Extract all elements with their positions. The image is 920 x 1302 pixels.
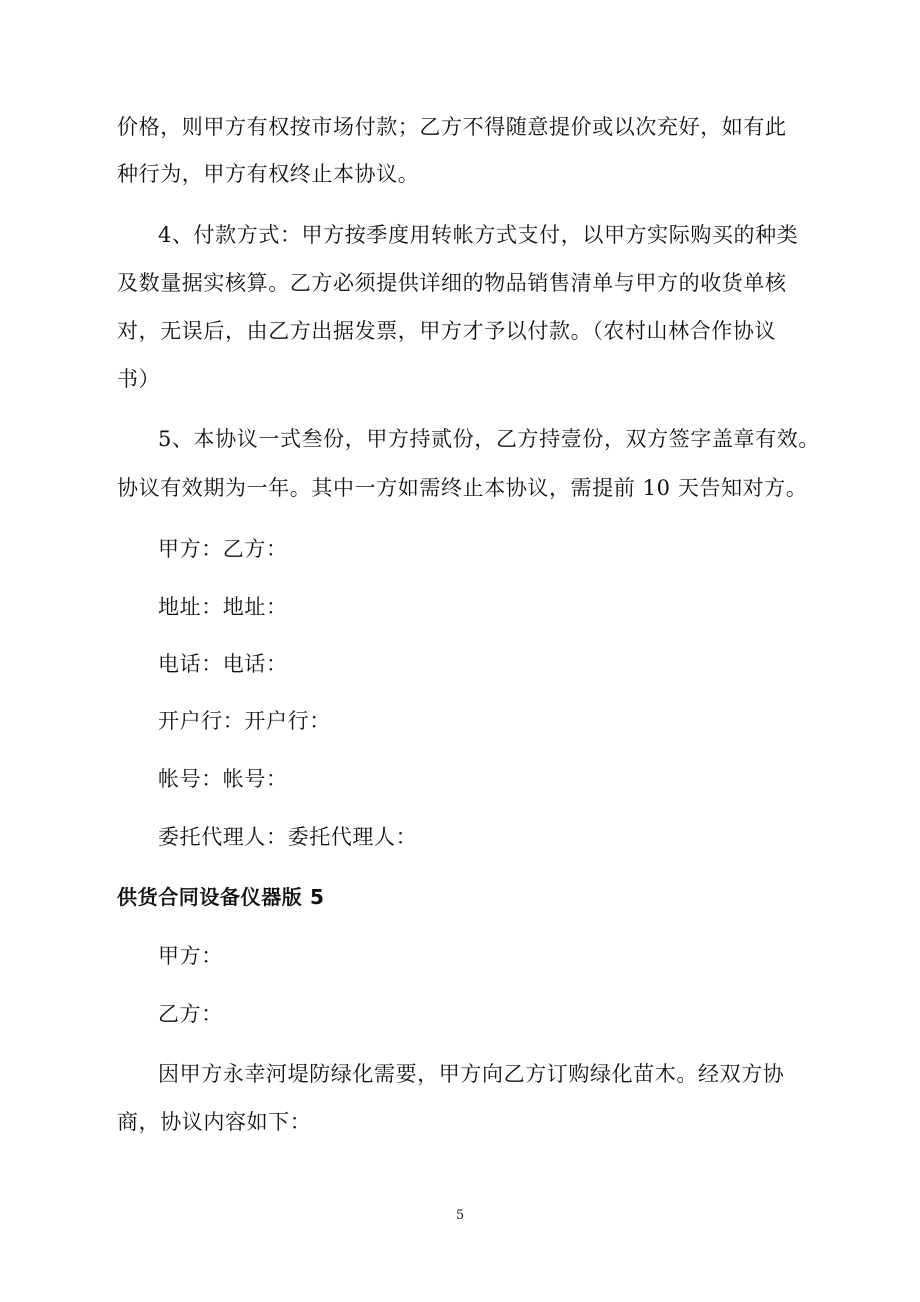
- signature-field-address: 地址：地址：: [158, 595, 288, 619]
- party-field-a: 甲方：: [158, 944, 223, 968]
- signature-field-account: 帐号：帐号：: [158, 767, 288, 791]
- paragraph-line: 4、付款方式：甲方按季度用转帐方式支付，以甲方实际购买的种类: [158, 223, 799, 247]
- party-field-b: 乙方：: [158, 1002, 223, 1026]
- signature-field-phone: 电话：电话：: [158, 652, 288, 676]
- paragraph-line: 因甲方永幸河堤防绿化需要，甲方向乙方订购绿化苗木。经双方协: [158, 1062, 785, 1086]
- paragraph-line: 对，无误后，由乙方出据发票，甲方才予以付款。（农村山林合作协议: [117, 319, 777, 343]
- paragraph-line: 协议有效期为一年。其中一方如需终止本协议，需提前 10 天告知对方。: [117, 476, 808, 500]
- signature-field-parties: 甲方：乙方：: [158, 537, 288, 561]
- signature-field-bank: 开户行：开户行：: [158, 709, 331, 733]
- paragraph-line: 5、本协议一式叁份，甲方持贰份，乙方持壹份，双方签字盖章有效。: [158, 427, 820, 451]
- paragraph-line: 书）: [117, 367, 161, 391]
- paragraph-line: 及数量据实核算。乙方必须提供详细的物品销售清单与甲方的收货单核: [117, 271, 787, 295]
- section-heading: 供货合同设备仪器版 5: [117, 885, 325, 909]
- page-number: 5: [455, 1208, 465, 1223]
- paragraph-line: 价格，则甲方有权按市场付款；乙方不得随意提价或以次充好，如有此: [117, 115, 787, 139]
- paragraph-line: 商，协议内容如下：: [117, 1110, 312, 1134]
- signature-field-agent: 委托代理人：委托代理人：: [158, 825, 418, 849]
- paragraph-line: 种行为，甲方有权终止本协议。: [117, 162, 420, 186]
